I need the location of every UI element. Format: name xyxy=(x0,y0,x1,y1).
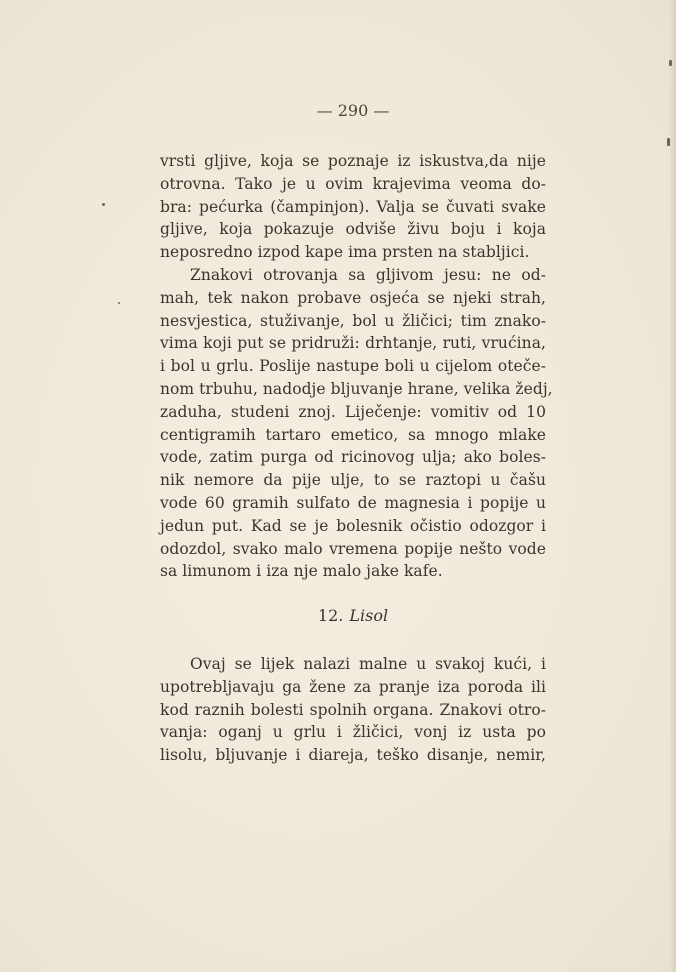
section-number: 12. xyxy=(317,606,344,625)
text-line: vima koji put se pridruži: drhtanje, ruti, vrućina, xyxy=(160,334,546,353)
paper-speck xyxy=(102,203,105,206)
text-line: lisolu, bljuvanje i diareja, teško disanje, nemir, xyxy=(160,746,546,765)
section-heading xyxy=(160,606,546,625)
text-line: nik nemore da pije ulje, to se raztopi u čašu xyxy=(160,471,546,490)
text-line: sa limunom i iza nje malo jake kafe. xyxy=(160,562,443,581)
text-line: kod raznih bolesti spolnih organa. Znakovi otro- xyxy=(160,700,546,719)
text-line: upotrebljavaju ga žene za pranje iza poroda ili xyxy=(160,677,546,696)
text-line: gljive, koja pokazuje odviše živu boju i koja xyxy=(160,220,546,239)
text-line: vode 60 gramih sulfato de magnesia i popije u xyxy=(160,493,546,512)
text-line: neposredno izpod kape ima prsten na stabljici. xyxy=(160,243,530,262)
paper-speck xyxy=(118,302,120,304)
text-line: jedun put. Kad se je bolesnik očistio odozgor i xyxy=(160,516,546,535)
text-line: vode, zatim purga od ricinovog ulja; ako boles- xyxy=(160,448,546,467)
text-line: Znakovi otrovanja sa gljivom jesu: ne od- xyxy=(190,266,546,284)
paragraph-2 xyxy=(160,264,553,583)
text-line: odozdol, svako malo vremena popije nešto vode xyxy=(160,539,546,558)
text-line: mah, tek nakon probave osjeća se njeki strah, xyxy=(160,288,546,307)
text-line: bra: pećurka (čampinjon). Valja se čuvati svake xyxy=(160,197,546,216)
text-line: Ovaj se lijek nalazi malne u svakoj kući, i xyxy=(190,655,546,673)
text-line: zaduha, studeni znoj. Liječenje: vomitiv od 10 xyxy=(160,402,546,421)
text-line: i bol u grlu. Poslije nastupe boli u cijelom oteče- xyxy=(160,357,546,376)
text-line: nom trbuhu, nadodje bljuvanje hrane, velika žedj, xyxy=(160,379,553,398)
paragraph-1 xyxy=(160,150,546,264)
section-title: Lisol xyxy=(349,606,389,625)
text-line: vanja: oganj u grlu i žličici, vonj iz usta po xyxy=(160,723,546,742)
page-edge xyxy=(670,0,676,972)
page-number: — 290 — xyxy=(316,101,390,120)
text-line: otrovna. Tako je u ovim krajevima veoma do- xyxy=(160,174,546,193)
paper-speck xyxy=(667,138,670,146)
text-line: nesvjestica, stuživanje, bol u žličici; tim znako- xyxy=(160,311,546,330)
paper-speck xyxy=(669,60,672,66)
text-line: centigramih tartaro emetico, sa mnogo mlake xyxy=(160,425,546,444)
text-line: vrsti gljive, koja se poznaje iz iskustva,da nije xyxy=(160,152,546,170)
paragraph-3 xyxy=(160,653,546,767)
